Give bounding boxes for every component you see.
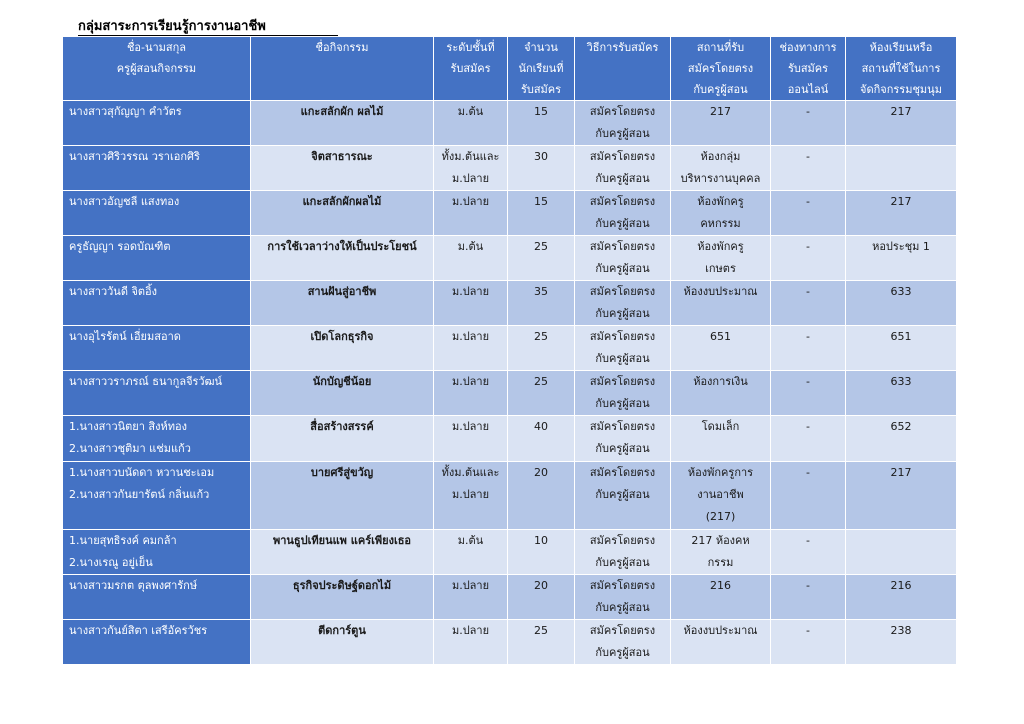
cell-line: 651 [710,330,731,343]
count-cell [508,281,575,326]
cell-line: ม.ปลาย [451,285,490,298]
count-cell [508,191,575,236]
cell-line: 1.นางสาวบนัดดา หวานชะเอม [69,466,215,479]
cell-line: - [806,466,810,479]
table-row [63,281,957,326]
place-cell [671,101,771,146]
place-cell [671,575,771,620]
document-title: กลุ่มสาระการเรียนรู้การงานอาชีพ [78,18,338,36]
cell-line: นางสาววันดี จิตอิ้ง [69,285,158,298]
level-cell [434,371,508,416]
activity-cell [251,462,434,530]
cell-line: - [806,624,810,637]
cell-line: 40 [534,420,548,433]
cell-line: สมัครโดยตรง [589,420,656,433]
level-cell [434,326,508,371]
room-cell [846,530,957,575]
cell-line: ม.ปลาย [451,375,490,388]
cell-line: ห้องพักครู [697,240,744,253]
cell-line: กับครูผู้สอน [595,217,650,230]
header-line: รับสมัคร [787,62,829,75]
cell-line: สมัครโดยตรง [589,466,656,479]
cell-line: นางสาวศิริวรรณ วราเอกศิริ [69,150,200,163]
header-place [671,37,771,101]
cell-line: - [806,150,810,163]
place-cell [671,371,771,416]
online-cell [771,326,846,371]
cell-line: ม.ปลาย [451,624,490,637]
place-cell [671,191,771,236]
cell-line: สมัครโดยตรง [589,150,656,163]
cell-line: สานฝันสู่อาชีพ [307,285,377,298]
activity-cell [251,416,434,462]
cell-line: งานอาชีพ [697,488,744,501]
cell-line: 216 [710,579,731,592]
count-cell [508,326,575,371]
count-cell [508,146,575,191]
place-cell [671,620,771,665]
room-cell [846,462,957,530]
activity-cell [251,326,434,371]
teacher-cell [63,575,251,620]
cell-line: - [806,579,810,592]
cell-line: - [806,375,810,388]
table-row [63,371,957,416]
header-online [771,37,846,101]
cell-line: 217 [890,195,912,208]
cell-line: 217 [890,466,912,479]
cell-line: 652 [890,420,912,433]
place-cell [671,326,771,371]
cell-line: บายศรีสู่ขวัญ [310,466,374,479]
table-header [63,37,957,101]
cell-line: ม.ปลาย [451,172,490,185]
count-cell [508,371,575,416]
count-cell [508,236,575,281]
cell-line: กับครูผู้สอน [595,352,650,365]
header-room [846,37,957,101]
cell-line: ห้องการเงิน [693,375,748,388]
cell-line: 2.นางสาวชุติมา แช่มแก้ว [69,442,191,455]
cell-line: ตีดการ์ตูน [318,624,366,637]
cell-line: ม.ปลาย [451,420,490,433]
header-teacher [63,37,251,101]
teacher-cell [63,101,251,146]
level-cell [434,462,508,530]
header-line: วิธีการรับสมัคร [586,41,659,54]
cell-line: สื่อสร้างสรรค์ [310,420,374,433]
activity-cell [251,620,434,665]
level-cell [434,620,508,665]
cell-line: ห้องงบประมาณ [683,624,758,637]
cell-line: - [806,330,810,343]
room-cell [846,416,957,462]
cell-line: 651 [890,330,912,343]
activity-cell [251,101,434,146]
cell-line: 30 [534,150,548,163]
place-cell [671,530,771,575]
cell-line: นางสาวสุกัญญา คำวัตร [69,105,182,118]
cell-line: พานธูปเทียนแพ แคร์เพียงเธอ [272,534,412,547]
activity-cell [251,575,434,620]
cell-line: ห้องงบประมาณ [683,285,758,298]
teacher-cell [63,146,251,191]
cell-line: 25 [534,624,548,637]
cell-line: 35 [534,285,548,298]
header-line: ชื่อ-นามสกุล [126,41,187,54]
cell-line: กรรม [707,556,734,569]
header-line: ครูผู้สอนกิจกรรม [116,62,197,75]
cell-line: 25 [534,375,548,388]
cell-line: 216 [890,579,912,592]
cell-line: แกะสลักผักผลไม้ [302,195,382,208]
place-cell [671,146,771,191]
cell-line: 217 [890,105,912,118]
cell-line: สมัครโดยตรง [589,285,656,298]
header-line: ระดับชั้นที่ [446,41,495,54]
cell-line: - [806,534,810,547]
table-row [63,416,957,462]
room-cell [846,575,957,620]
count-cell [508,462,575,530]
cell-line: ม.ต้น [457,240,484,253]
cell-line: - [806,420,810,433]
cell-line: ทั้งม.ต้นและ [441,466,500,479]
teacher-cell [63,281,251,326]
table-row [63,530,957,575]
cell-line: นางอุไรรัตน์ เอี่ยมสอาด [69,330,181,343]
room-cell [846,101,957,146]
cell-line: 217 ห้องคห [691,534,750,547]
cell-line: บริหารงานบุคคล [680,172,761,185]
cell-line: สมัครโดยตรง [589,624,656,637]
cell-line: จิตสาธารณะ [311,150,373,163]
cell-line: กับครูผู้สอน [595,646,650,659]
room-cell [846,281,957,326]
cell-line: 15 [534,195,548,208]
count-cell [508,101,575,146]
online-cell [771,101,846,146]
method-cell [575,101,671,146]
online-cell [771,416,846,462]
room-cell [846,146,957,191]
activity-cell [251,530,434,575]
cell-line: ม.ปลาย [451,579,490,592]
header-line: นักเรียนที่ [518,62,564,75]
cell-line: ห้องพักครู [697,195,744,208]
cell-line: 633 [890,285,912,298]
cell-line: 1.นายสุทธิรงค์ คมกล้า [69,534,177,547]
cell-line: สมัครโดยตรง [589,195,656,208]
header-line: ออนไลน์ [787,83,829,96]
count-cell [508,575,575,620]
cell-line: 2.นางเรณู อยู่เย็น [69,556,153,569]
cell-line: การใช้เวลาว่างให้เป็นประโยชน์ [267,240,417,253]
cell-line: 238 [890,624,912,637]
cell-line: เกษตร [705,262,736,275]
cell-line: สมัครโดยตรง [589,330,656,343]
cell-line: - [806,240,810,253]
cell-line: ครูธัญญา รอดบัณฑิต [69,240,171,253]
cell-line: กับครูผู้สอน [595,172,650,185]
cell-line: 20 [534,466,548,479]
header-level [434,37,508,101]
cell-line: โดมเล็ก [701,420,740,433]
level-cell [434,101,508,146]
cell-line: ม.ปลาย [451,330,490,343]
teacher-cell [63,236,251,281]
cell-line: เปิดโลกธุรกิจ [310,330,374,343]
cell-line: ห้องกลุ่ม [700,150,741,163]
cell-line: ม.ต้น [457,105,484,118]
cell-line: หอประชุม 1 [872,240,930,253]
level-cell [434,575,508,620]
table-row [63,146,957,191]
activity-table [62,36,957,665]
method-cell [575,281,671,326]
cell-line: 217 [710,105,731,118]
room-cell [846,326,957,371]
count-cell [508,530,575,575]
online-cell [771,236,846,281]
header-line: ชื่อกิจกรรม [315,41,369,54]
teacher-cell [63,326,251,371]
place-cell [671,236,771,281]
level-cell [434,236,508,281]
teacher-cell [63,462,251,530]
level-cell [434,191,508,236]
cell-line: - [806,105,810,118]
header-line: รับสมัคร [520,83,562,96]
level-cell [434,416,508,462]
header-line: ห้องเรียนหรือ [869,41,933,54]
method-cell [575,146,671,191]
cell-line: ห้องพักครูการ [687,466,754,479]
level-cell [434,530,508,575]
cell-line: นางสาววราภรณ์ ธนากูลจีรวัฒน์ [69,375,223,388]
teacher-cell [63,191,251,236]
cell-line: สมัครโดยตรง [589,534,656,547]
table-row [63,620,957,665]
cell-line: ธุรกิจประดิษฐ์ดอกไม้ [292,579,392,592]
header-line: ช่องทางการ [779,41,837,54]
cell-line: สมัครโดยตรง [589,579,656,592]
method-cell [575,530,671,575]
cell-line: กับครูผู้สอน [595,262,650,275]
place-cell [671,462,771,530]
teacher-cell [63,530,251,575]
table-row [63,191,957,236]
cell-line: (217) [705,510,736,523]
cell-line: นางสาวมรกต ตุลพงศารักษ์ [69,579,198,592]
table-row [63,101,957,146]
header-line: สมัครโดยตรง [687,62,754,75]
room-cell [846,371,957,416]
room-cell [846,236,957,281]
cell-line: กับครูผู้สอน [595,307,650,320]
table-row [63,236,957,281]
place-cell [671,416,771,462]
cell-line: แกะสลักผัก ผลไม้ [300,105,384,118]
room-cell [846,191,957,236]
place-cell [671,281,771,326]
cell-line: สมัครโดยตรง [589,375,656,388]
level-cell [434,281,508,326]
header-activity [251,37,434,101]
online-cell [771,462,846,530]
cell-line: กับครูผู้สอน [595,397,650,410]
activity-cell [251,281,434,326]
cell-line: กับครูผู้สอน [595,442,650,455]
header-line: กับครูผู้สอน [693,83,748,96]
method-cell [575,575,671,620]
header-line: จำนวน [524,41,558,54]
online-cell [771,575,846,620]
level-cell [434,146,508,191]
activity-cell [251,191,434,236]
cell-line: กับครูผู้สอน [595,601,650,614]
cell-line: - [806,195,810,208]
method-cell [575,462,671,530]
activity-cell [251,236,434,281]
online-cell [771,146,846,191]
cell-line: ม.ปลาย [451,488,490,501]
cell-line: 15 [534,105,548,118]
header-line: สถานที่ใช้ในการ [861,62,941,75]
table-row [63,326,957,371]
table-body [63,101,957,665]
online-cell [771,281,846,326]
count-cell [508,620,575,665]
online-cell [771,530,846,575]
cell-line: นักบัญชีน้อย [312,375,372,388]
online-cell [771,191,846,236]
online-cell [771,371,846,416]
method-cell [575,236,671,281]
method-cell [575,416,671,462]
cell-line: นางสาวอัญชลี แสงทอง [69,195,180,208]
header-count [508,37,575,101]
cell-line: นางสาวกันย์สิตา เสรีอัครวัชร [69,624,208,637]
method-cell [575,191,671,236]
cell-line: 633 [890,375,912,388]
teacher-cell [63,620,251,665]
table-row [63,462,957,530]
cell-line: คหกรรม [700,217,741,230]
cell-line: 20 [534,579,548,592]
cell-line: กับครูผู้สอน [595,556,650,569]
teacher-cell [63,416,251,462]
table-row [63,575,957,620]
cell-line: กับครูผู้สอน [595,488,650,501]
cell-line: สมัครโดยตรง [589,240,656,253]
cell-line: กับครูผู้สอน [595,127,650,140]
header-line: รับสมัคร [450,62,491,75]
method-cell [575,371,671,416]
cell-line: สมัครโดยตรง [589,105,656,118]
online-cell [771,620,846,665]
cell-line: 25 [534,330,548,343]
cell-line: ม.ต้น [457,534,484,547]
room-cell [846,620,957,665]
method-cell [575,620,671,665]
count-cell [508,416,575,462]
cell-line: 25 [534,240,548,253]
cell-line: ทั้งม.ต้นและ [441,150,500,163]
activity-cell [251,371,434,416]
cell-line: 1.นางสาวนิตยา สิงห์ทอง [69,420,187,433]
header-line: จัดกิจกรรมชุมนุม [860,83,942,96]
header-method [575,37,671,101]
cell-line: - [806,285,810,298]
cell-line: ม.ปลาย [451,195,490,208]
cell-line: 2.นางสาวกันยารัตน์ กลิ่นแก้ว [69,488,210,501]
method-cell [575,326,671,371]
cell-line: 10 [534,534,548,547]
activity-cell [251,146,434,191]
header-line: สถานที่รับ [696,41,745,54]
teacher-cell [63,371,251,416]
